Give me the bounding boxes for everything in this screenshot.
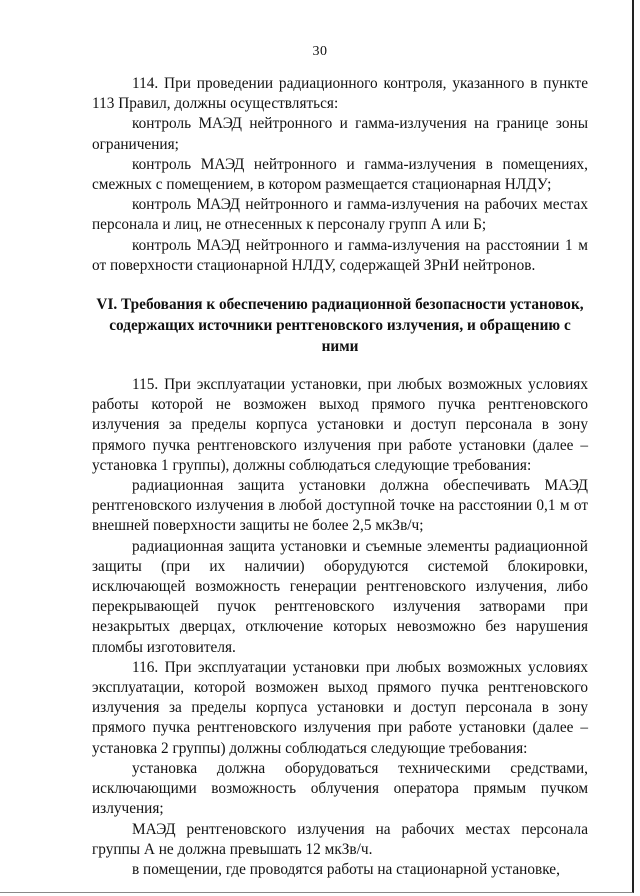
- list-item-technical-means: установка должна оборудоваться техническими средствами, исключающими возможность облучения оператора прямым пучком излучения;: [92, 759, 588, 818]
- list-item-radiation-protection: радиационная защита установки должна обеспечивать МАЭД рентгеновского излучения в любой доступной точке на расстоянии 0,1 м от внешней поверхности защиты не более 2,5 мкЗв/ч;: [92, 477, 588, 535]
- list-item-zone-boundary: контроль МАЭД нейтронного и гамма-излучения на границе зоны ограничения;: [92, 115, 588, 153]
- paragraph-114: 114. При проведении радиационного контроля, указанного в пункте 113 Правил, должны осуществляться:: [92, 75, 588, 113]
- list-item-stationary-room: в помещении, где проводятся работы на стационарной установке,: [132, 860, 560, 878]
- section-heading-line-2: содержащих источники рентгеновского излучения, и обращению с ними: [109, 317, 571, 356]
- page-number: 30: [312, 44, 328, 59]
- section-heading-vi: [92, 294, 588, 357]
- section-heading-line-1: VI. Требования к обеспечению радиационной безопасности установок,: [96, 296, 584, 314]
- list-item-dose-rate-limit: МАЭД рентгеновского излучения на рабочих местах персонала группы А не должна превышать 12 мкЗв/ч.: [92, 820, 588, 858]
- paragraph-116: 116. При эксплуатации установки при любых возможных условиях эксплуатации, которой возможен выход прямого пучка рентгеновского излучения за пределы корпуса установки и доступ персонала в зону прямого пучка рентгеновского излучения при работе установки (далее – установка 2 группы) должны соблюдаться следующие требования:: [92, 658, 588, 757]
- list-item-interlock-system: радиационная защита установки и съемные элементы радиационной защиты (при их наличии) оборудуются системой блокировки, исключающей возможность генерации рентгеновского излучения, либо перекрывающей пучок рентгеновского излучения затворами при незакрытых дверцах, отключение которых невозможно без нарушения пломбы изготовителя.: [92, 537, 588, 656]
- list-item-adjacent-rooms: контроль МАЭД нейтронного и гамма-излучения в помещениях, смежных с помещением, в котором размещается стационарная НЛДУ;: [92, 155, 588, 194]
- list-item-distance-1m: контроль МАЭД нейтронного и гамма-излучения на расстоянии 1 м от поверхности стационарной НЛДУ, содержащей ЗРнИ нейтронов.: [92, 236, 588, 274]
- paragraph-115: 115. При эксплуатации установки, при любых возможных условиях работы которой не возможен выход прямого пучка рентгеновского излучения за пределы корпуса установки и доступ персонала в зону прямого пучка рентгеновского излучения при работе установки (далее – установка 1 группы), должны соблюдаться следующие требования:: [92, 376, 588, 474]
- list-item-workplaces: контроль МАЭД нейтронного и гамма-излучения на рабочих местах персонала и лиц, не отнесенных к персоналу групп А или Б;: [92, 196, 588, 234]
- document-body: [92, 74, 588, 880]
